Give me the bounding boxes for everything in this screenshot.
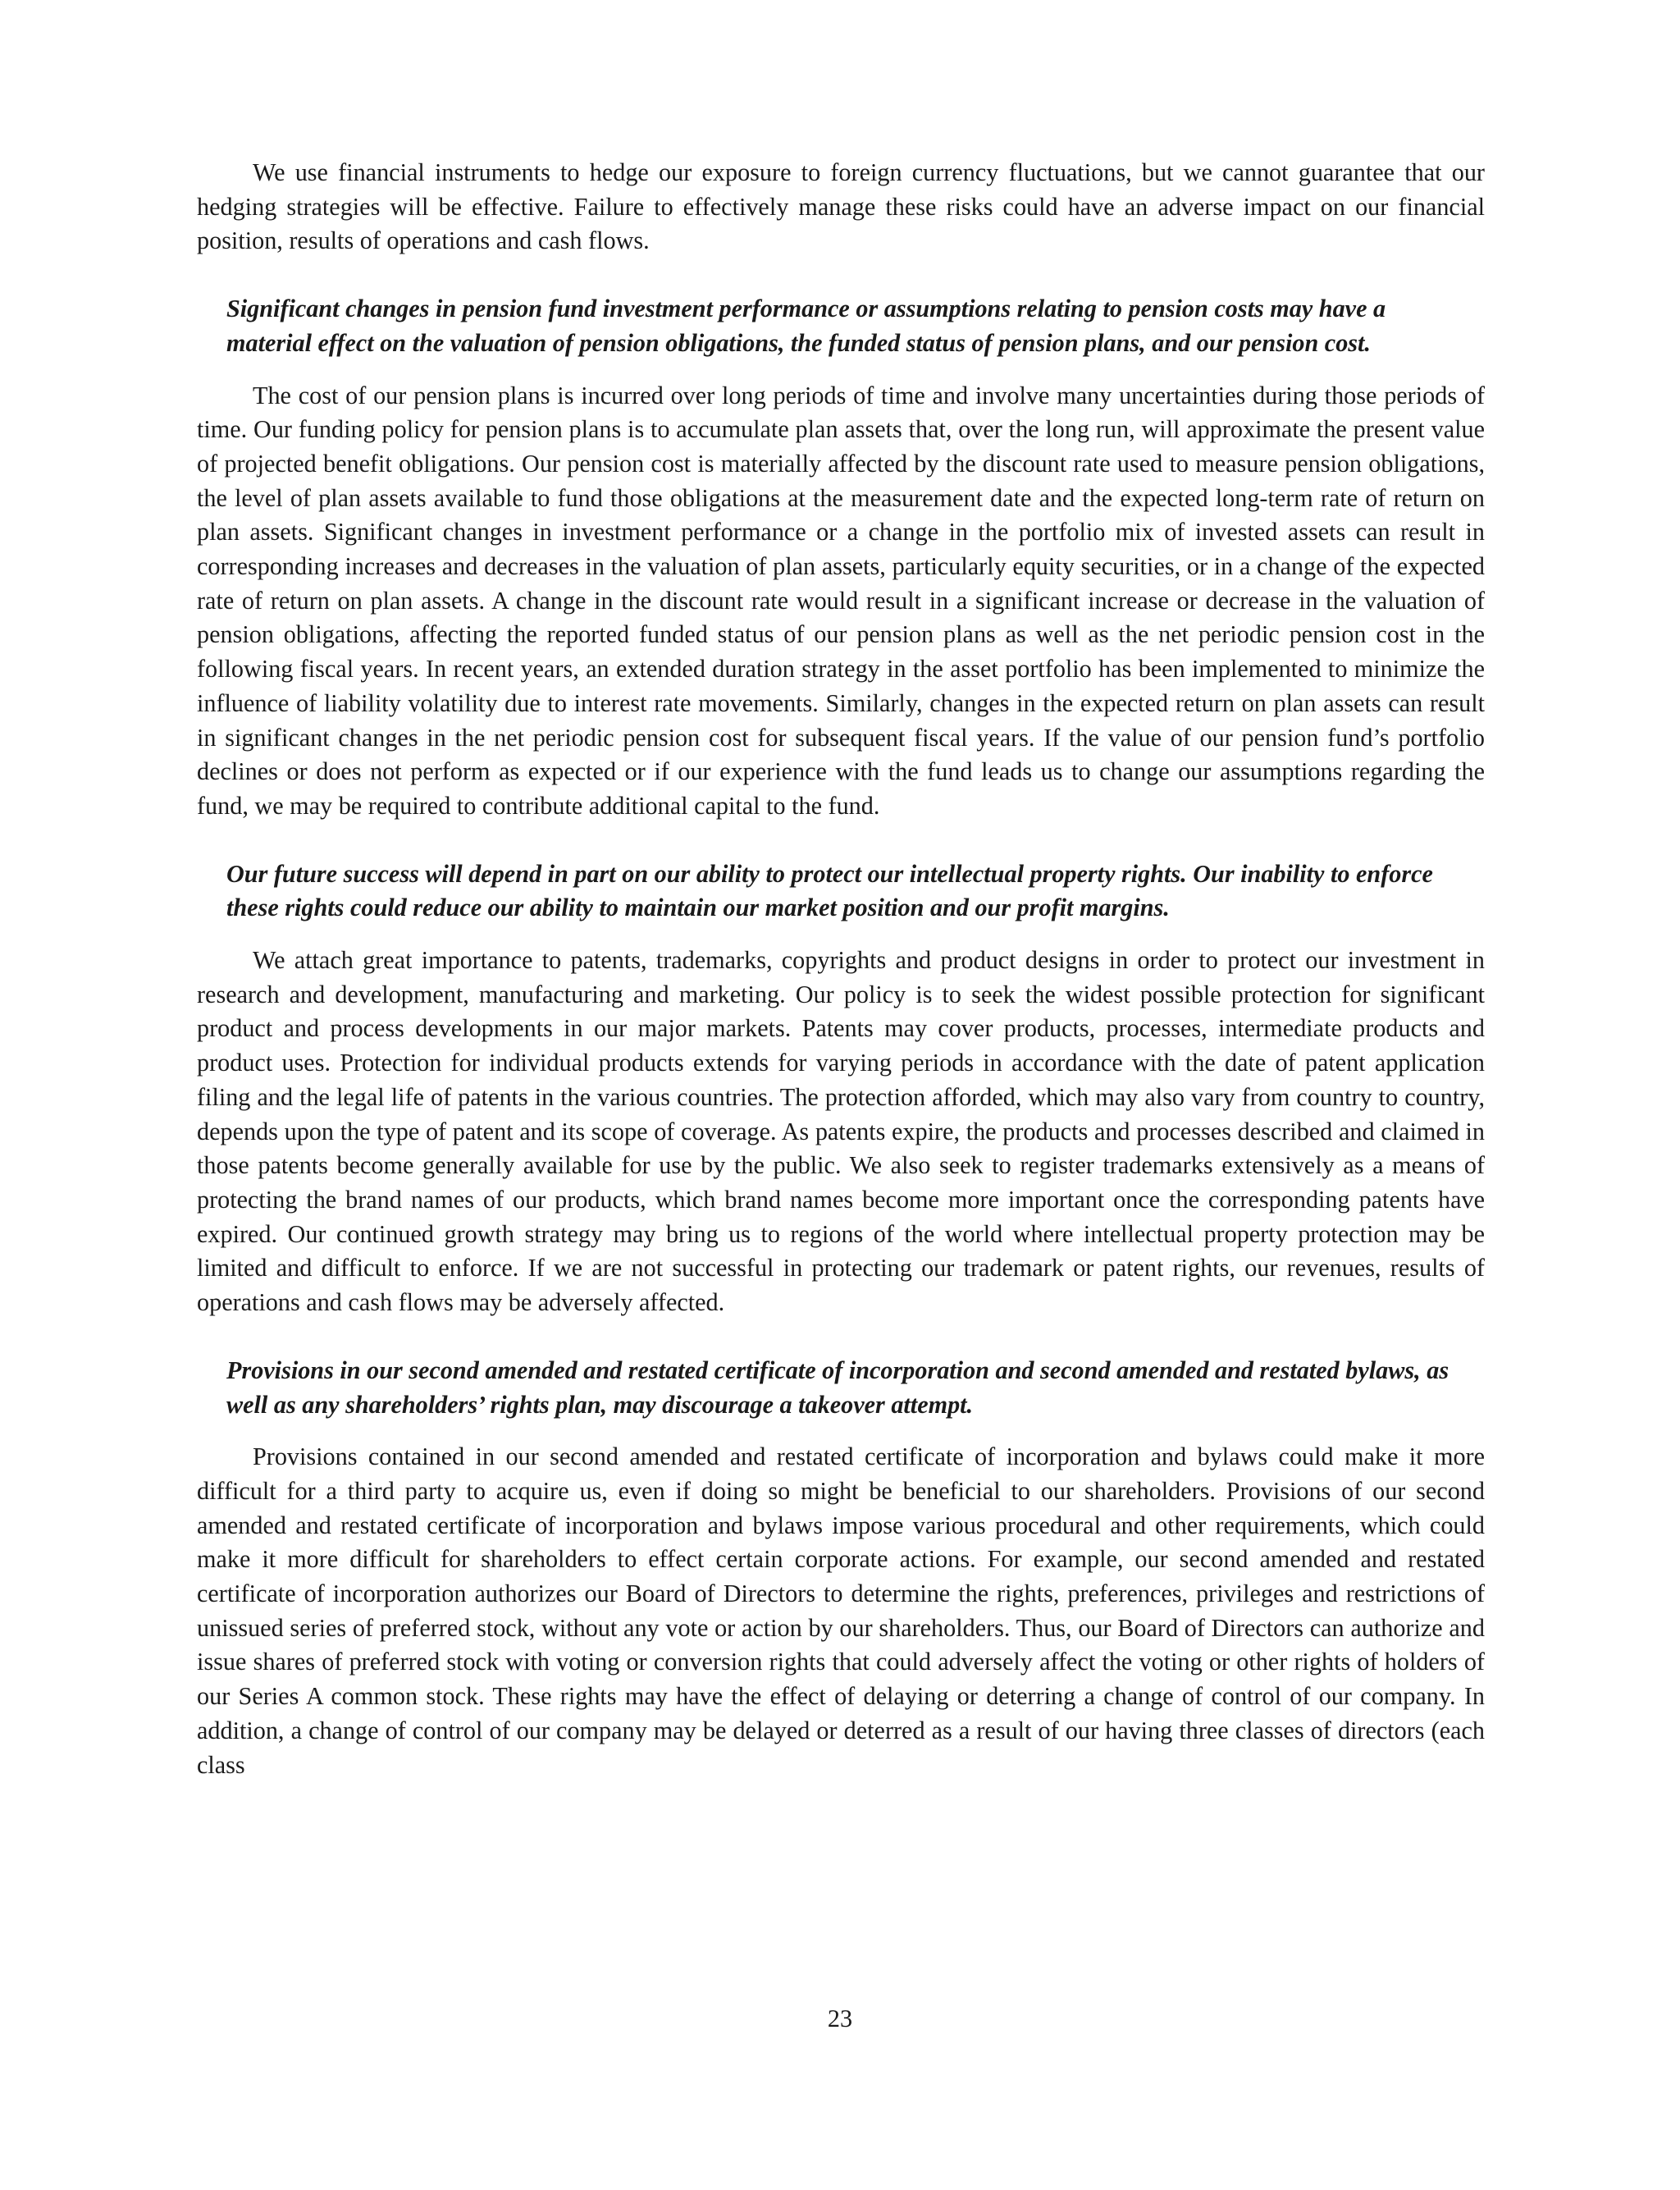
document-page [197, 156, 1485, 1782]
section-heading: Provisions in our second amended and restated certificate of incorporation and second amended and restated bylaws, as well as any shareholders’ rights plan, may discourage a takeover attempt. [226, 1356, 1449, 1419]
body-paragraph: We use financial instruments to hedge our exposure to foreign currency fluctuations, but we cannot guarantee that our hedging strategies will be effective. Failure to effectively manage these risks could have an adverse impact on our financial position, results of operations and cash flows. [197, 158, 1485, 255]
section-heading: Our future success will depend in part on our ability to protect our intellectual property rights. Our inability to enforce these rights could reduce our ability to maintain our market position and our profit margins. [226, 859, 1433, 922]
body-paragraph: Provisions contained in our second amended and restated certificate of incorporation and bylaws could make it more difficult for a third party to acquire us, even if doing so might be beneficial to our shareholders. Provisions of our second amended and restated certificate of incorporation and bylaws impose various procedural and other requirements, which could make it more difficult for shareholders to effect certain corporate actions. For example, our second amended and restated certificate of incorporation authorizes our Board of Directors to determine the rights, preferences, privileges and restrictions of unissued series of preferred stock, without any vote or action by our shareholders. Thus, our Board of Directors can authorize and issue shares of preferred stock with voting or conversion rights that could adversely affect the voting or other rights of holders of our Series A common stock. These rights may have the effect of delaying or deterring a change of control of our company. In addition, a change of control of our company may be delayed or deterred as a result of our having three classes of directors (each class [197, 1442, 1485, 1779]
section-heading: Significant changes in pension fund investment performance or assumptions relating to pension costs may have a material effect on the valuation of pension obligations, the funded status of pension plans, and our pension cost. [226, 295, 1386, 357]
page-number: 23 [827, 2005, 853, 2032]
body-paragraph: We attach great importance to patents, trademarks, copyrights and product designs in order to protect our investment in research and development, manufacturing and marketing. Our policy is to seek the widest possible protection for significant product and process developments in our major markets. Patents may cover products, processes, intermediate products and product uses. Protection for individual products extends for varying periods in accordance with the date of patent application filing and the legal life of patents in the various countries. The protection afforded, which may also vary from country to country, depends upon the type of patent and its scope of coverage. As patents expire, the products and processes described and claimed in those patents become generally available for use by the public. We also seek to register trademarks extensively as a means of protecting the brand names of our products, which brand names become more important once the corresponding patents have expired. Our continued growth strategy may bring us to regions of the world where intellectual property protection may be limited and difficult to enforce. If we are not successful in protecting our trademark or patent rights, our revenues, results of operations and cash flows may be adversely affected. [197, 946, 1485, 1317]
body-paragraph: The cost of our pension plans is incurred over long periods of time and involve many uncertainties during those periods of time. Our funding policy for pension plans is to accumulate plan assets that, over the long run, will approximate the present value of projected benefit obligations. Our pension cost is materially affected by the discount rate used to measure pension obligations, the level of plan assets available to fund those obligations at the measurement date and the expected long-term rate of return on plan assets. Significant changes in investment performance or a change in the portfolio mix of invested assets can result in corresponding increases and decreases in the valuation of plan assets, particularly equity securities, or in a change of the expected rate of return on plan assets. A change in the discount rate would result in a significant increase or decrease in the valuation of pension obligations, affecting the reported funded status of our pension plans as well as the net periodic pension cost in the following fiscal years. In recent years, an extended duration strategy in the asset portfolio has been implemented to minimize the influence of liability volatility due to interest rate movements. Similarly, changes in the expected return on plan assets can result in significant changes in the net periodic pension cost for subsequent fiscal years. If the value of our pension fund’s portfolio declines or does not perform as expected or if our experience with the fund leads us to change our assumptions regarding the fund, we may be required to contribute additional capital to the fund. [197, 381, 1485, 820]
